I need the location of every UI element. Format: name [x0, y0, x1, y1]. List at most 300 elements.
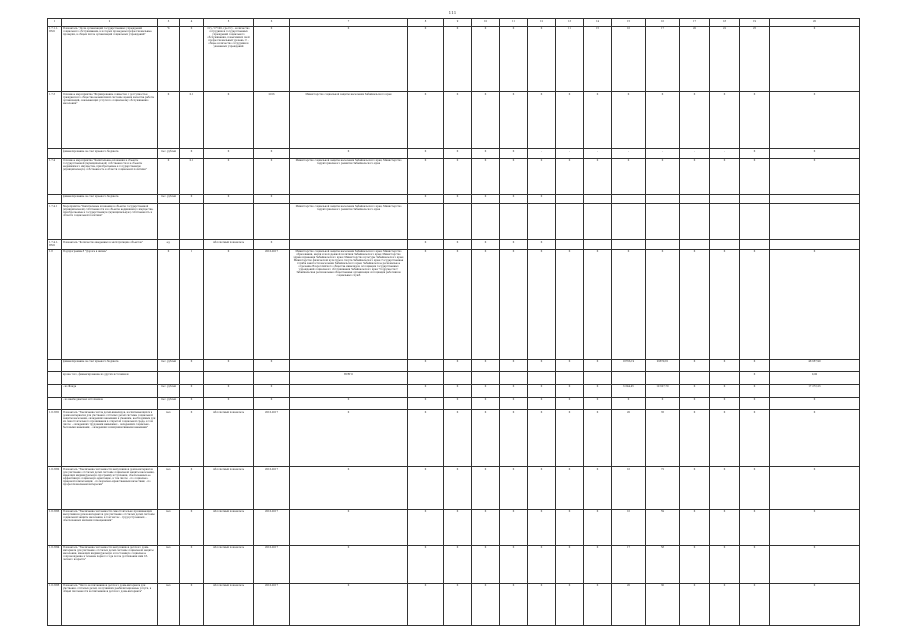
table-cell: [158, 204, 180, 240]
table-cell: [500, 204, 528, 240]
table-cell: [710, 194, 740, 204]
table-cell: 1.8-ПП5: [48, 583, 62, 625]
table-cell: 1: [180, 249, 204, 359]
table-cell: [472, 204, 500, 240]
table-cell: X: [646, 92, 680, 149]
table-cell: [500, 372, 528, 385]
table-cell: X: [180, 545, 204, 583]
column-header: 3: [158, 19, 180, 27]
table-cell: X: [180, 410, 204, 467]
table-cell: [646, 372, 680, 385]
table-cell: Министерство социальной защиты населения Забайкальского края; Министерство образования, науки и молодежной политики Забайкальского края; Министерство здравоохранения Забайкальского края; Министерство культуры Забайкальского края; Министерство физической культуры и спорта Забайкальского края; Государственная служба занятости населения Забайкальского края; Забайкальское региональное отделение Всероссийского общества инвалидов; Ассоциация государственных учреждений социального обслуживания Забайкальского края "Содружество"; Забайкальская региональная общественная организация Ассоциация работников социальных служб: [290, 249, 408, 359]
table-cell: X: [556, 583, 584, 625]
column-header: 8: [408, 19, 444, 27]
table-cell: 0,00: [770, 372, 860, 385]
table-cell: X: [500, 467, 528, 509]
table-cell: 20: [612, 583, 646, 625]
table-cell: X: [680, 583, 710, 625]
table-cell: X: [472, 467, 500, 509]
table-cell: X: [204, 249, 254, 359]
table-cell: X: [444, 410, 472, 467]
table-cell: -: [612, 149, 646, 159]
table-cell: тыс. рублей: [158, 149, 180, 159]
table-cell: X: [444, 92, 472, 149]
table-cell: X: [556, 410, 584, 467]
table-cell: чел.: [158, 467, 180, 509]
table-cell: [584, 194, 612, 204]
table-cell: [556, 194, 584, 204]
table-cell: X: [770, 158, 860, 194]
table-cell: тыс. рублей: [158, 397, 180, 410]
table-cell: X: [740, 249, 770, 359]
table-cell: 0.1: [180, 92, 204, 149]
table-cell: -: [710, 149, 740, 159]
table-cell: X: [584, 359, 612, 372]
table-row: [48, 410, 860, 467]
table-cell: [556, 372, 584, 385]
table-cell: Абсолютный показатель: [204, 509, 254, 545]
table-cell: 2016-2017: [254, 545, 290, 583]
column-header: 4: [180, 19, 204, 27]
table-cell: Основное мероприятие "Капитальные вложения в объекты государственной (муниципальной) собственности и в объекты недвижимого имущества, приобретаемые в государственную (муниципальную) собственность в области социальной политики": [62, 158, 158, 194]
table-cell: X: [444, 149, 472, 159]
table-cell: X: [710, 545, 740, 583]
table-cell: 25: [740, 26, 770, 92]
table-cell: [444, 372, 472, 385]
table-cell: Абсолютный показатель: [204, 583, 254, 625]
table-cell: X: [180, 149, 204, 159]
table-cell: X: [500, 397, 528, 410]
table-cell: [710, 204, 740, 240]
table-cell: X: [180, 583, 204, 625]
table-cell: X: [528, 467, 556, 509]
table-cell: Абсолютный показатель: [204, 467, 254, 509]
table-cell: [204, 372, 254, 385]
table-cell: Министерство социальной защиты населения Забайкальского края, Министерство территориального развития Забайкальского края: [290, 204, 408, 240]
table-cell: [408, 204, 444, 240]
table-cell: X: [680, 384, 710, 397]
table-cell: X: [254, 194, 290, 204]
table-cell: X: [584, 249, 612, 359]
table-cell: Абсолютный показатель: [204, 545, 254, 583]
table-cell: Показатель "Увеличение числа детей-инвалидов, воспитывающихся в домах-интернатах для умственно отсталых детей системы социальной защиты населения, овладевших навыками к умениям, необходимым для их самостоятельного проживания в открытой социальной среде, в том числе: - овладевших трудовыми навыками; - овладевших социально-бытовыми навыками; - овладевших коммуникативными навыками": [62, 410, 158, 467]
table-cell: X: [444, 359, 472, 372]
column-header: 12: [528, 19, 556, 27]
table-cell: X: [180, 26, 204, 92]
table-cell: [48, 194, 62, 204]
table-cell: [48, 149, 62, 159]
table-cell: X: [770, 509, 860, 545]
table-cell: Мероприятие "Капитальные вложения в объекты государственной (муниципальной) собственности и в объекты недвижимого имущества, приобретаемые в государственную (муниципальную) собственность в области социальной политики": [62, 204, 158, 240]
table-cell: 29879,81: [646, 359, 680, 372]
table-cell: X: [500, 158, 528, 194]
table-cell: 1.7.1.1-ПМ1: [48, 26, 62, 92]
table-cell: X: [500, 359, 528, 372]
table-row: [48, 92, 860, 149]
table-cell: [444, 204, 472, 240]
table-cell: X: [472, 583, 500, 625]
table-cell: X: [528, 249, 556, 359]
table-cell: 35: [646, 410, 680, 467]
table-cell: X: [408, 509, 444, 545]
table-cell: X: [556, 158, 584, 194]
table-cell: 2016-2017: [254, 583, 290, 625]
table-cell: тыс. рублей: [158, 384, 180, 397]
column-header: 14: [584, 19, 612, 27]
table-cell: X: [710, 249, 740, 359]
column-header: 19: [740, 19, 770, 27]
table-cell: [48, 359, 62, 372]
table-cell: [770, 194, 860, 204]
column-header: 6: [254, 19, 290, 27]
table-cell: X: [612, 397, 646, 410]
table-cell: X: [444, 467, 472, 509]
table-cell: X: [444, 240, 472, 250]
table-row: [48, 384, 860, 397]
column-header: 20: [770, 19, 860, 27]
table-cell: [680, 194, 710, 204]
table-cell: X: [408, 384, 444, 397]
table-cell: X: [444, 249, 472, 359]
column-header: 1: [48, 19, 62, 27]
table-cell: X: [254, 26, 290, 92]
table-cell: X: [254, 384, 290, 397]
table-cell: X: [646, 158, 680, 194]
table-cell: X: [254, 240, 290, 250]
table-cell: X: [444, 26, 472, 92]
table-cell: X: [254, 158, 290, 194]
table-cell: [48, 397, 62, 410]
table-cell: [740, 204, 770, 240]
table-cell: -: [528, 149, 556, 159]
table-cell: 22: [710, 26, 740, 92]
table-cell: Показатель "Доля организаций государственных учреждений социального обслуживания, в которых проведены профессиональные проверки, в общем числе организаций социальных учреждений": [62, 26, 158, 92]
table-cell: X: [710, 583, 740, 625]
table-cell: [612, 194, 646, 204]
table-cell: X: [584, 158, 612, 194]
table-cell: X: [444, 384, 472, 397]
table-cell: X: [408, 545, 444, 583]
table-cell: -: [584, 149, 612, 159]
table-cell: X: [254, 397, 290, 410]
table-cell: X: [472, 249, 500, 359]
table-row: [48, 467, 860, 509]
table-row: [48, 249, 860, 359]
table-cell: финансирование за счет краевого бюджета: [62, 359, 158, 372]
table-cell: Показатель "Число воспитанников детского дома-интерната для умственно отсталых детей, получивших реабилитационные услуги, в общей численности воспитанников детского дома-интерната": [62, 583, 158, 625]
table-cell: 20: [680, 26, 710, 92]
table-cell: X: [556, 545, 584, 583]
table-row: [48, 158, 860, 194]
table-cell: [612, 372, 646, 385]
table-cell: X: [528, 92, 556, 149]
table-cell: Абсолютный показатель: [204, 410, 254, 467]
table-row: [48, 149, 860, 159]
table-cell: 2016-2017: [254, 249, 290, 359]
table-cell: 1.8-ПП2: [48, 467, 62, 509]
table-cell: 17 272,23: [770, 384, 860, 397]
table-cell: -: [646, 149, 680, 159]
table-cell: X: [770, 583, 860, 625]
column-header: 5: [204, 19, 254, 27]
table-cell: 11: [556, 26, 584, 92]
table-cell: [556, 240, 584, 250]
table-cell: Министерство социальной защиты населения Забайкальского края: [290, 92, 408, 149]
table-cell: X: [444, 194, 472, 204]
table-cell: X: [710, 509, 740, 545]
table-cell: [646, 194, 680, 204]
column-header: 15: [612, 19, 646, 27]
table-cell: X: [528, 509, 556, 545]
table-cell: 1.8-ПП1: [48, 410, 62, 467]
table-cell: Показатель "Количество введенных в эксплуатацию объектов": [62, 240, 158, 250]
table-cell: X: [444, 545, 472, 583]
table-cell: X: [680, 158, 710, 194]
table-cell: Министерство социальной защиты населения Забайкальского края, Министерство территориального развития Забайкальского края: [290, 158, 408, 194]
table-cell: X: [290, 26, 408, 92]
table-cell: [710, 240, 740, 250]
table-cell: [528, 204, 556, 240]
table-cell: 10 627,79: [646, 384, 680, 397]
table-cell: 1.7.4.1-ПМ1: [48, 240, 62, 250]
column-header: 17: [680, 19, 710, 27]
table-cell: X: [680, 467, 710, 509]
table-cell: X: [290, 410, 408, 467]
table-cell: X: [528, 397, 556, 410]
table-cell: [254, 204, 290, 240]
table-cell: X: [770, 467, 860, 509]
table-cell: [740, 240, 770, 250]
table-cell: [556, 204, 584, 240]
table-cell: X: [408, 583, 444, 625]
table-cell: X: [180, 397, 204, 410]
table-cell: 1.8-ПП4: [48, 545, 62, 583]
table-cell: Сгу / С*100, где Сгу - количество сотрудников государственных учреждений социального обслуживания, повысивших свой профессиональный уровень; С - общее количество сотрудников указанных учреждений: [204, 26, 254, 92]
table-cell: X: [710, 467, 740, 509]
table-row: [48, 372, 860, 385]
table-cell: финансирование за счет краевого бюджета: [62, 194, 158, 204]
table-cell: X: [204, 149, 254, 159]
table-cell: X: [740, 359, 770, 372]
table-cell: X: [408, 467, 444, 509]
table-cell: X: [556, 359, 584, 372]
table-cell: X: [612, 92, 646, 149]
table-cell: X: [290, 509, 408, 545]
table-cell: 58: [646, 545, 680, 583]
table-cell: X: [408, 397, 444, 410]
table-cell: X: [472, 397, 500, 410]
table-cell: тыс. рублей: [158, 194, 180, 204]
table-cell: X: [472, 92, 500, 149]
column-header: 10: [472, 19, 500, 27]
table-cell: [48, 384, 62, 397]
table-cell: X: [472, 240, 500, 250]
table-cell: X: [290, 545, 408, 583]
table-cell: [290, 240, 408, 250]
table-cell: X: [528, 194, 556, 204]
table-cell: X: [180, 384, 204, 397]
table-cell: X: [770, 149, 860, 159]
table-cell: X: [680, 545, 710, 583]
table-row: [48, 583, 860, 625]
table-cell: X: [528, 583, 556, 625]
table-cell: X: [500, 194, 528, 204]
table-cell: X: [556, 397, 584, 410]
table-cell: [584, 372, 612, 385]
table-cell: [204, 204, 254, 240]
table-cell: X: [290, 397, 408, 410]
table-cell: X: [710, 158, 740, 194]
table-cell: X: [254, 149, 290, 159]
table-cell: [740, 194, 770, 204]
table-cell: %: [158, 26, 180, 92]
table-cell: X: [556, 384, 584, 397]
table-cell: X: [528, 240, 556, 250]
table-cell: 2016-2017: [254, 410, 290, 467]
table-cell: X: [500, 384, 528, 397]
table-cell: X: [500, 509, 528, 545]
table-cell: - из Фонда: [62, 384, 158, 397]
table-cell: X: [204, 384, 254, 397]
table-cell: X: [680, 249, 710, 359]
table-cell: X: [472, 26, 500, 92]
table-cell: X: [770, 397, 860, 410]
table-cell: X: [680, 509, 710, 545]
table-cell: X: [710, 410, 740, 467]
table-cell: X: [500, 240, 528, 250]
table-cell: [48, 372, 62, 385]
table-cell: 30: [646, 583, 680, 625]
table-cell: чел.: [158, 583, 180, 625]
table-cell: 72: [646, 467, 680, 509]
column-header: 13: [556, 19, 584, 27]
table-cell: X: [444, 397, 472, 410]
table-cell: X: [584, 467, 612, 509]
table-cell: [680, 372, 710, 385]
table-cell: X: [500, 410, 528, 467]
table-cell: 20: [612, 410, 646, 467]
page-number: 111: [448, 10, 457, 15]
table-cell: X: [612, 249, 646, 359]
table-cell: X: [740, 372, 770, 385]
table-cell: чел.: [158, 410, 180, 467]
table-cell: -: [556, 149, 584, 159]
table-cell: X: [556, 467, 584, 509]
table-cell: X: [408, 249, 444, 359]
table-cell: X: [180, 509, 204, 545]
table-cell: 1.7.4.1: [48, 204, 62, 240]
table-cell: [680, 204, 710, 240]
table-cell: X: [770, 410, 860, 467]
table-cell: X: [204, 158, 254, 194]
table-cell: X: [204, 359, 254, 372]
table-cell: X: [646, 397, 680, 410]
table-cell: X: [528, 545, 556, 583]
table-cell: ед.: [158, 240, 180, 250]
table-cell: X: [472, 149, 500, 159]
table-cell: X: [740, 158, 770, 194]
table-cell: X: [500, 249, 528, 359]
table-cell: X: [472, 384, 500, 397]
table-cell: 17: [612, 545, 646, 583]
table-cell: X: [408, 359, 444, 372]
table-cell: X: [204, 397, 254, 410]
table-cell: 6 644,45: [612, 384, 646, 397]
table-cell: 1.8-ПП3: [48, 509, 62, 545]
table-cell: X: [680, 92, 710, 149]
table-cell: X: [556, 249, 584, 359]
table-row: [48, 509, 860, 545]
table-cell: X: [180, 359, 204, 372]
table-cell: X: [472, 545, 500, 583]
table-cell: [254, 372, 290, 385]
table-cell: [528, 372, 556, 385]
table-cell: 48 657,99: [770, 359, 860, 372]
table-cell: X: [444, 158, 472, 194]
table-row: [48, 26, 860, 92]
table-cell: X: [408, 410, 444, 467]
table-cell: 17: [646, 26, 680, 92]
table-cell: 2016-2017: [254, 509, 290, 545]
table-cell: 2016: [254, 92, 290, 149]
table-row: [48, 545, 860, 583]
table-cell: X: [710, 397, 740, 410]
table-cell: [584, 240, 612, 250]
table-cell: X: [740, 92, 770, 149]
table-cell: [290, 384, 408, 397]
table-cell: X: [290, 583, 408, 625]
table-cell: X: [740, 545, 770, 583]
table-cell: X: [408, 92, 444, 149]
table-cell: X: [680, 359, 710, 372]
table-cell: X: [584, 384, 612, 397]
table-cell: X: [770, 92, 860, 149]
table-cell: X: [158, 158, 180, 194]
table-row: [48, 359, 860, 372]
table-cell: X: [444, 583, 472, 625]
table-cell: X: [584, 509, 612, 545]
table-cell: Основное мероприятие "Формирование совместно с доступностью гражданского общества независимой системы оценки качества работы организаций, оказывающих услуги по социальному обслуживанию населения": [62, 92, 158, 149]
table-cell: чел.: [158, 545, 180, 583]
column-header: 11: [500, 19, 528, 27]
table-cell: 15: [584, 26, 612, 92]
table-cell: X: [556, 509, 584, 545]
table-cell: X: [180, 467, 204, 509]
table-cell: X: [740, 384, 770, 397]
table-cell: [612, 240, 646, 250]
table-cell: финансирование за счет краевого бюджета: [62, 149, 158, 159]
column-header: 9: [444, 19, 472, 27]
table-cell: [158, 372, 180, 385]
table-cell: - из внебюджетных источников: [62, 397, 158, 410]
program-table: [47, 18, 860, 626]
table-cell: Абсолютный показатель: [204, 240, 254, 250]
table-cell: X: [500, 92, 528, 149]
table-cell: [612, 204, 646, 240]
table-cell: X: [158, 249, 180, 359]
table-cell: [584, 204, 612, 240]
table-cell: 18766,19: [612, 359, 646, 372]
table-cell: X: [710, 384, 740, 397]
table-cell: X: [740, 149, 770, 159]
table-cell: X: [770, 249, 860, 359]
table-cell: Показатель "Увеличение численности самостоятельно проживающих выпускников домов-интернатов для умственно отсталых детей системы социальной защиты населения, в том числе: - трудоустроенных; - обеспеченных жилыми помещениями": [62, 509, 158, 545]
table-cell: Показатель "Увеличение численности выпускников домов-интернатов для умственно отсталых детей системы социальной защиты населения, имеющих индивидуальную программу вступления, обеспеченных ее эффективную социальную адаптацию, в том числе: - по социально-правовой компетенции; - по морально-нравственным качествам; - по профессиональным интересам": [62, 467, 158, 509]
table-cell: X: [472, 158, 500, 194]
table-row: [48, 397, 860, 410]
table-cell: Показатель "Увеличение численности выпускников детского дома-интерната для умственно отсталых детей системы социальной защиты населения, имеющих индивидуальную и постоянную социальное сопровождение в течение первого года после достижения ими 18-летнего возраста": [62, 545, 158, 583]
table-cell: [180, 204, 204, 240]
